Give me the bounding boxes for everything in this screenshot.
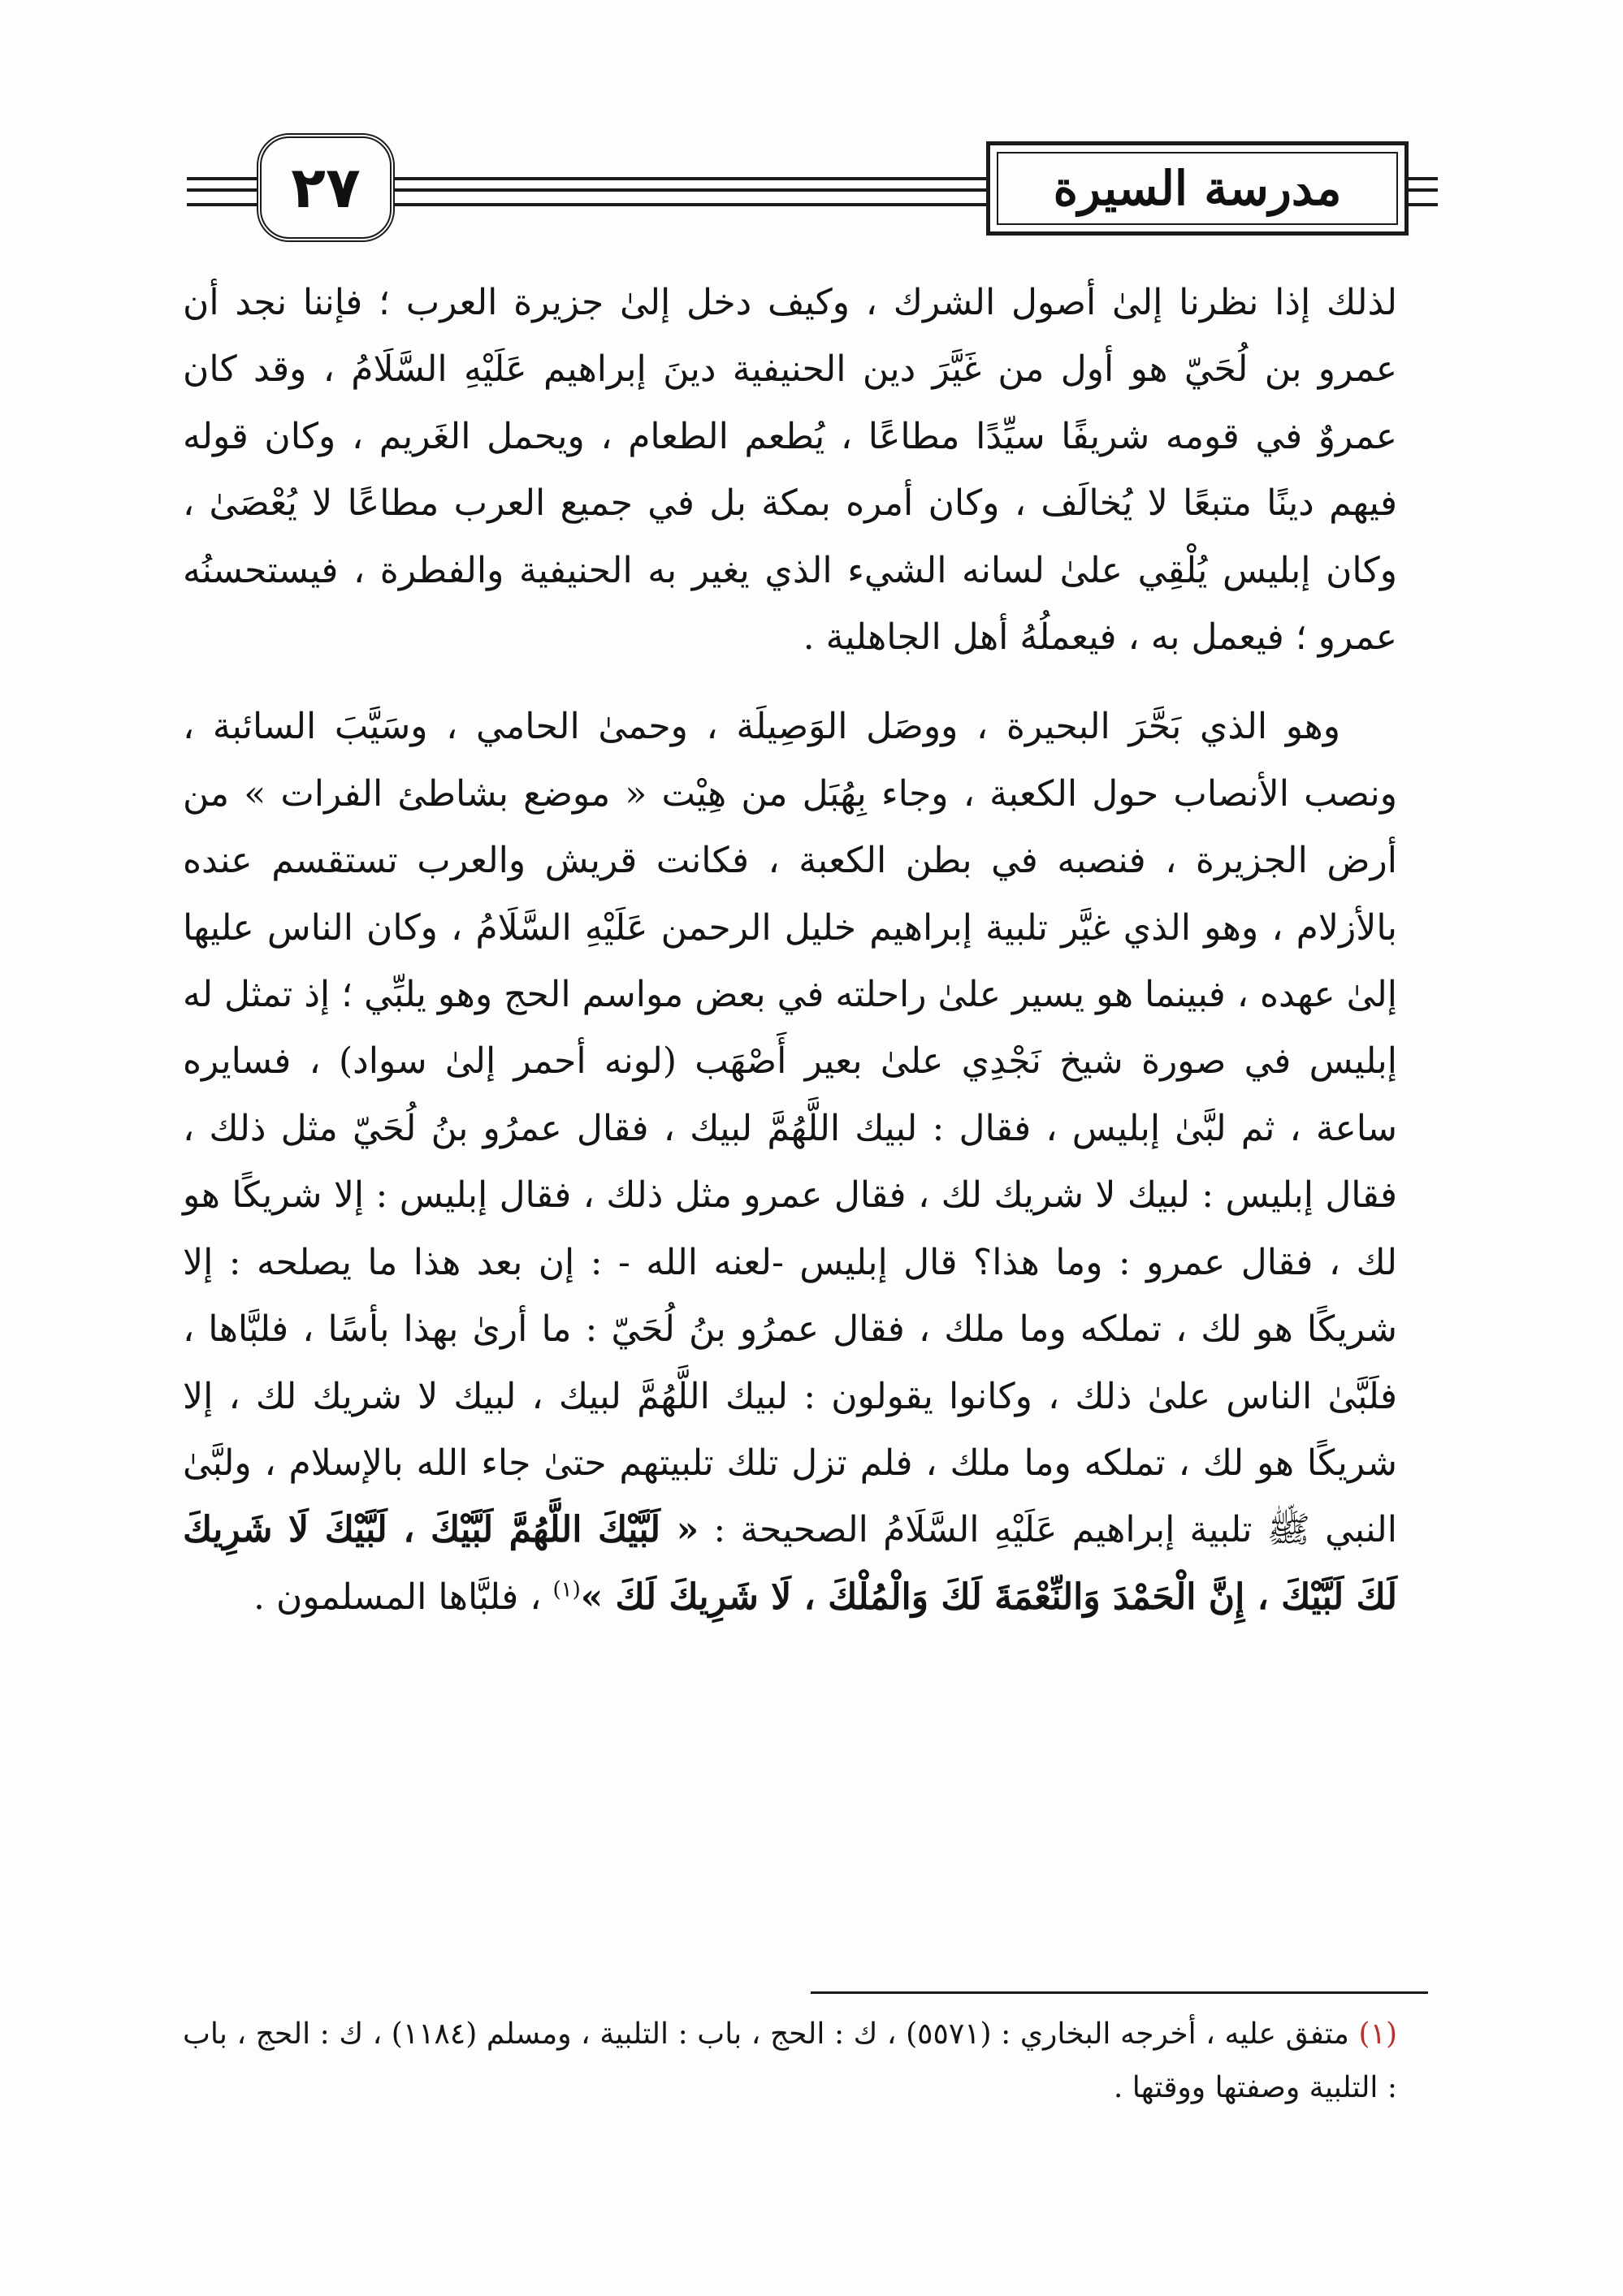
footnote-reference[interactable]: (١) (552, 1577, 581, 1602)
page-number: ٢٧ (291, 154, 361, 221)
page-number-frame (257, 133, 395, 242)
header-ornament-rule (388, 177, 1006, 206)
paragraph-closing: ، فلبَّاها المسلمون . (253, 1576, 542, 1618)
book-title: مدرسة السيرة (1053, 161, 1342, 216)
footnote-number: (١) (1358, 2017, 1397, 2051)
paragraph (183, 694, 1397, 1631)
paragraph: لذلك إذا نظرنا إلىٰ أصول الشرك ، وكيف دخل إلىٰ جزيرة العرب ؛ فإننا نجد أن عمرو بن لُحَيّ هو أول من غَيَّرَ دين الحنيفية دينَ إبراهيم عَلَيْهِ السَّلَامُ ، وقد كان عمروٌ في قومه شريفًا سيِّدًا مطاعًا ، يُطعم الطعام ، ويحمل الغَريم ، وكان قوله فيهم دينًا متبعًا لا يُخالَف ، وكان أمره بمكة بل في جميع العرب مطاعًا لا يُعْصَىٰ ، وكان إبليس يُلْقِي علىٰ لسانه الشيء الذي يغير به الحنيفية والفطرة ، فيستحسنُه عمرو ؛ فيعمل به ، فيعملُهُ أهل الجاهلية . (183, 282, 1398, 659)
prophetic-talbiya-quote: « لَبَّيْكَ اللَّهُمَّ لَبَّيْكَ ، لَبَّيْكَ لَا شَرِيكَ لَكَ لَبَّيْكَ ، إِنَّ الْحَمْدَ وَالنِّعْمَةَ لَكَ وَالْمُلْكَ ، لَا شَرِيكَ لَكَ » (183, 1509, 1397, 1618)
book-title-frame (986, 141, 1409, 236)
footnote (183, 2008, 1397, 2115)
footnotes (183, 2008, 1397, 2115)
running-header (187, 130, 1438, 252)
footnote-divider (811, 1991, 1428, 1994)
main-text (183, 270, 1397, 1631)
header-ornament-rule (1409, 177, 1438, 206)
footnote-text: متفق عليه ، أخرجه البخاري : (٥٥٧١) ، ك : الحج ، باب : التلبية ، ومسلم (١١٨٤) ، ك : الحج ، باب : التلبية وصفتها ووقتها . (183, 2017, 1397, 2104)
paragraph-text: وهو الذي بَحَّرَ البحيرة ، ووصَل الوَصِيلَة ، وحمىٰ الحامي ، وسَيَّبَ السائبة ، ونصب الأنصاب حول الكعبة ، وجاء بِهُبَل من هِيْت « موضع بشاطئ الفرات » من أرض الجزيرة ، فنصبه في بطن الكعبة ، فكانت قريش والعرب تستقسم عنده بالأزلام ، وهو الذي غيَّر تلبية إبراهيم خليل الرحمن عَلَيْهِ السَّلَامُ ، وكان الناس عليها إلىٰ عهده ، فبينما هو يسير علىٰ راحلته في بعض مواسم الحج وهو يلبِّي ؛ إذ تمثل له إبليس في صورة شيخ نَجْدِي علىٰ بعير أَصْهَب (لونه أحمر إلىٰ سواد) ، فسايره ساعة ، ثم لبَّىٰ إبليس ، فقال : لبيك اللَّهُمَّ لبيك ، فقال عمرُو بنُ لُحَيّ مثل ذلك ، فقال إبليس : لبيك لا شريك لك ، فقال عمرو مثل ذلك ، فقال إبليس : إلا شريكًا هو لك ، فقال عمرو : وما هذا؟ قال إبليس -لعنه الله - : إن بعد هذا ما يصلحه : إلا شريكًا هو لك ، تملكه وما ملك ، فقال عمرُو بنُ لُحَيّ : ما أرىٰ بهذا بأسًا ، فلبَّاها ، فلَبَّىٰ الناس علىٰ ذلك ، وكانوا يقولون : لبيك اللَّهُمَّ لبيك ، لبيك لا شريك لك ، إلا شريكًا هو لك ، تملكه وما ملك ، فلم تزل تلك تلبيتهم حتىٰ جاء الله بالإسلام ، ولبَّىٰ النبي ﷺ تلبية إبراهيم عَلَيْهِ السَّلَامُ الصحيحة : (183, 706, 1397, 1551)
